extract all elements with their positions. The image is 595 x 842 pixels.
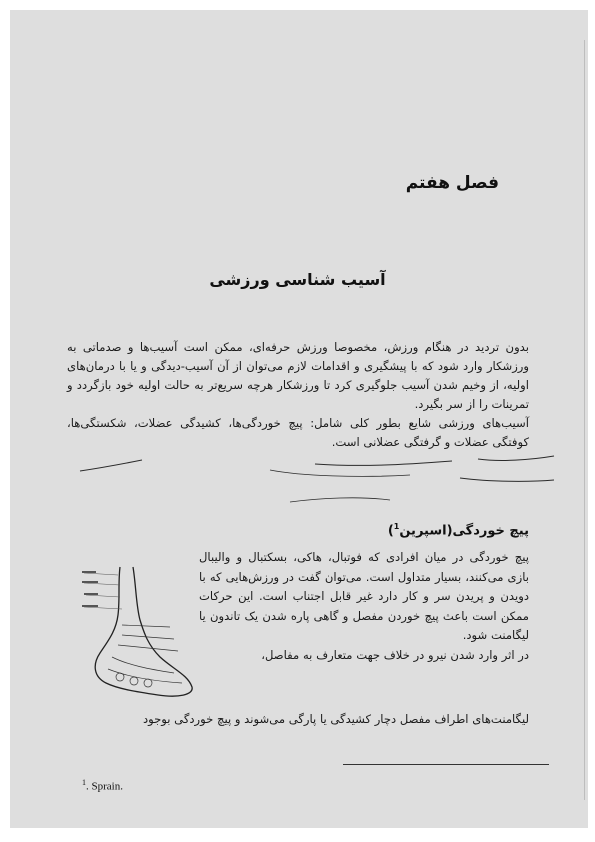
section-title-text: پیچ خوردگی(اسپرین <box>399 523 529 539</box>
intro-text-block <box>67 338 529 452</box>
page-title: آسیب شناسی ورزشی <box>209 270 386 289</box>
sprain-paragraph-2: در اثر وارد شدن نیرو در خلاف جهت متعارف به مفاصل، <box>261 647 529 662</box>
intro-paragraph: بدون تردید در هنگام ورزش، مخصوصا ورزش حرفه‌ای، ممکن است آسیب‌ها و صدماتی به ورزشکار وارد شود که با پیشگیری و اقدامات لازم می‌توان از آن آسیب-دیدگی و یا با درمان‌های اولیه، از وخیم شدن آسیب جلوگیری کرد تا ورزشکار هرچه سریع‌تر به حالت اولیه خود بازگردد و تمرینات را از سر بگیرد. <box>67 340 529 411</box>
scan-edge <box>584 40 585 800</box>
footnote-text: . Sprain. <box>86 780 123 793</box>
footnote-marker: 1 <box>82 778 86 787</box>
chapter-heading: فصل هفتم <box>405 173 499 193</box>
footnote-reference: 1 <box>393 522 400 531</box>
footnote <box>82 778 123 793</box>
foot-anatomy-icon <box>78 565 198 700</box>
section-heading <box>388 522 529 538</box>
injury-list-paragraph: آسیب‌های ورزشی شایع بطور کلی شامل: پیچ خوردگی‌ها، کشیدگی عضلات، شکستگی‌ها، کوفتگی عضلات و گرفتگی عضلانی است. <box>67 416 529 449</box>
sprain-paragraph-1: پیچ خوردگی در میان افرادی که فوتبال، هاکی، بسکتبال و والیبال بازی می‌کنند، بسیار متداول است. می‌توان گفت در ورزش‌هایی که با دویدن و پریدن سر و کار دارد غیر قابل اجتناب است. این حرکات ممکن است باعث پیچ خوردن مفصل و گاهی پاره شدن یک تاندون یا لیگامنت شود. <box>199 550 529 642</box>
sprain-paragraph-3: لیگامنت‌های اطراف مفصل دچار کشیدگی یا پارگی می‌شوند و پیچ خوردگی بوجود <box>142 712 529 726</box>
section-title-closing: ) <box>387 523 394 539</box>
footnote-divider <box>343 764 549 765</box>
sprain-text-block <box>199 548 529 665</box>
